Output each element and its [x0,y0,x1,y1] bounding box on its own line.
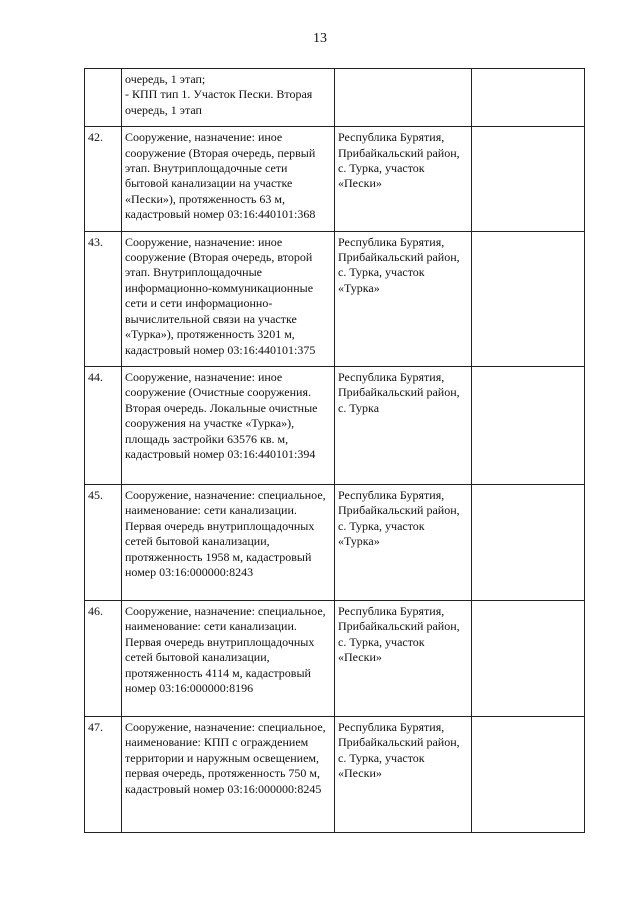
object-description [122,127,335,231]
property-registry-table [84,68,585,833]
table-row [85,716,585,832]
extra-cell [472,600,585,716]
object-description [122,366,335,484]
object-location-text: Республика Бурятия, Прибайкальский район, с. Турка, участок «Пески» [338,719,460,781]
object-location-text: Республика Бурятия, Прибайкальский район, с. Турка, участок «Турка» [338,487,460,549]
object-description-text: Сооружение, назначение: специальное, наименование: КПП с ограждением территории и наружным освещением, первая очередь, протяженность 750 м, кадастровый номер 03:16:000000:8245 [125,719,326,796]
object-location [335,366,472,484]
object-location [335,600,472,716]
row-number: 47. [85,716,122,832]
object-location-text: Республика Бурятия, Прибайкальский район, с. Турка [338,369,460,415]
extra-cell [472,69,585,127]
row-number: 42. [85,127,122,231]
table-row [85,484,585,600]
object-description-text: Сооружение, назначение: специальное, наименование: сети канализации. Первая очередь внутриплощадочных сетей бытовой канализации, протяженность 4114 м, кадастровый номер 03:16:000000:8196 [125,603,326,695]
object-location [335,231,472,366]
object-description-text: Сооружение, назначение: иное сооружение (Вторая очередь, первый этап. Внутриплощадочные сети бытовой канализации на участке «Пески»), протяженность 63 м, кадастровый номер 03:16:440101:368 [125,130,316,222]
object-description-text: Сооружение, назначение: иное сооружение (Очистные сооружения. Вторая очередь. Локальные очистные сооружения на участке «Турка»), площадь застройки 63576 кв. м, кадастровый номер 03:16:440101:394 [125,369,318,461]
row-number [85,69,122,127]
object-description [122,716,335,832]
table-row [85,600,585,716]
extra-cell [472,231,585,366]
object-location [335,69,472,127]
object-location-text: Республика Бурятия, Прибайкальский район, с. Турка, участок «Пески» [338,603,460,665]
object-description [122,69,335,127]
row-number: 45. [85,484,122,600]
table-row [85,366,585,484]
row-number: 43. [85,231,122,366]
object-description-text: очередь, 1 этап; - КПП тип 1. Участок Пески. Вторая очередь, 1 этап [125,72,313,117]
object-description-text: Сооружение, назначение: иное сооружение (Вторая очередь, второй этап. Внутриплощадочные информационно-коммуникационные сети и сети информационно-вычислительной связи на участке «Турка»), протяженность 3201 м, кадастровый номер 03:16:440101:375 [125,234,316,357]
page-number: 13 [313,31,327,46]
table-row [85,127,585,231]
extra-cell [472,484,585,600]
object-location [335,716,472,832]
row-number: 44. [85,366,122,484]
object-location [335,484,472,600]
table-row [85,231,585,366]
table-row [85,69,585,127]
object-location-text: Республика Бурятия, Прибайкальский район, с. Турка, участок «Турка» [338,234,460,295]
object-description [122,484,335,600]
object-description [122,231,335,366]
extra-cell [472,127,585,231]
extra-cell [472,716,585,832]
object-description [122,600,335,716]
object-location [335,127,472,231]
object-description-text: Сооружение, назначение: специальное, наименование: сети канализации. Первая очередь внутриплощадочных сетей бытовой канализации, протяженность 1958 м, кадастровый номер 03:16:000000:8243 [125,487,326,579]
extra-cell [472,366,585,484]
row-number: 46. [85,600,122,716]
object-location-text: Республика Бурятия, Прибайкальский район, с. Турка, участок «Пески» [338,130,460,191]
